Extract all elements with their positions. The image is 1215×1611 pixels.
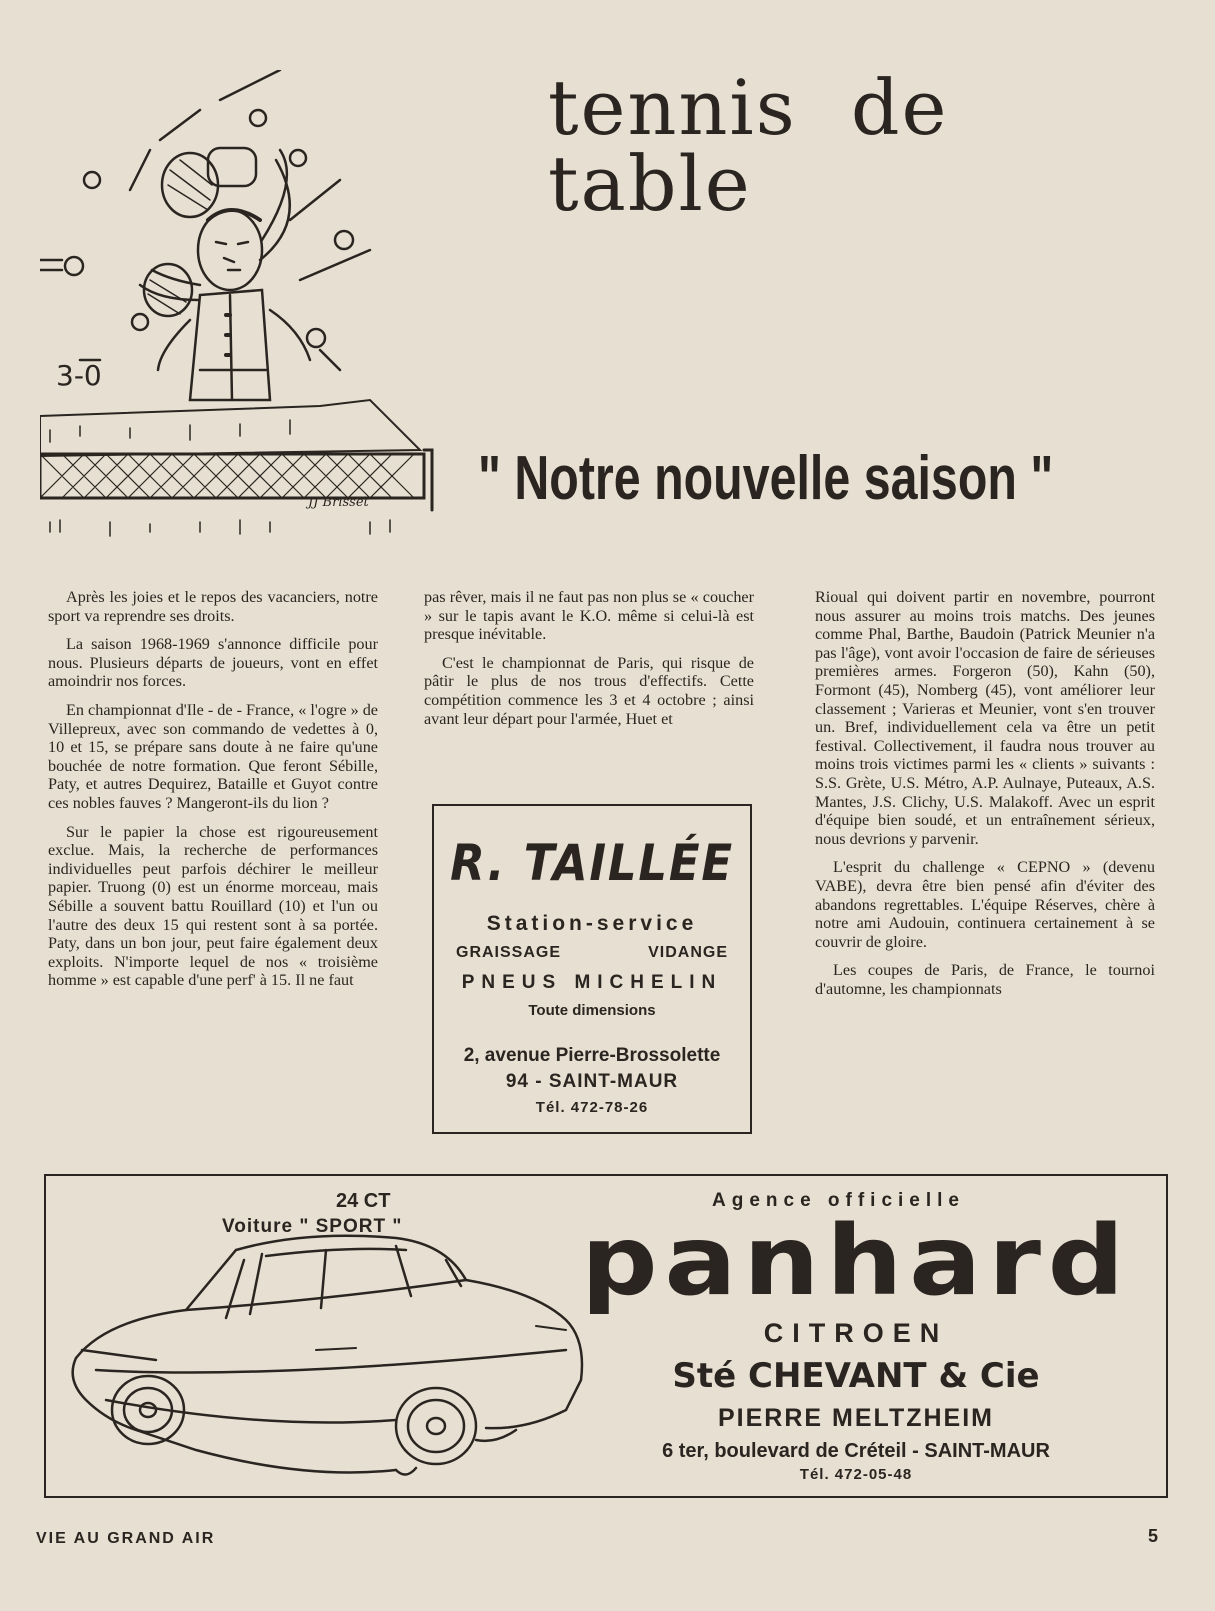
panhard-advertisement xyxy=(44,1174,1168,1498)
taillee-address: 2, avenue Pierre-Brossolette xyxy=(463,1045,721,1066)
taillee-city: 94 - SAINT-MAUR xyxy=(505,1071,679,1092)
citroen-label: CITROEN xyxy=(763,1318,949,1348)
paragraph: Après les joies et le repos des vacanciers, notre sport va reprendre ses droits. xyxy=(48,588,378,625)
company-name: Sté CHEVANT & Cie xyxy=(672,1356,1040,1396)
car-illustration xyxy=(66,1230,586,1492)
car-model: 24 CT xyxy=(336,1190,391,1212)
paragraph: Sur le papier la chose est rigoureusement exclue. Mais, la recherche de performances individuelles peut parfois déchirer le meilleur papier. Truong (0) est un énorme morceau, mais Sébille a souvent battu Rouillard (10) et l'un ou l'autre des deux 15 qui restent sont à sa portée. Paty, dans un bon jour, peut faire également deux exploits. N'importe lequel de nos « troisième homme » est capable d'une perf' à 15. Il ne faut xyxy=(48,822,378,990)
panhard-address: 6 ter, boulevard de Créteil - SAINT-MAUR xyxy=(662,1440,1050,1462)
taillee-phone: Tél. 472-78-26 xyxy=(535,1099,649,1116)
paragraph: pas rêver, mais il ne faut pas non plus se « coucher » sur le tapis avant le K.O. même si celui-là est presque inévitable. xyxy=(424,588,754,644)
paragraph: Les coupes de Paris, de France, le tournoi d'automne, les championnats xyxy=(815,961,1155,998)
paragraph: La saison 1968-1969 s'annonce difficile pour nous. Plusieurs départs de joueurs, vont en effet amoindrir nos forces. xyxy=(48,635,378,691)
paragraph: L'esprit du challenge « CEPNO » (devenu VABE), devra être bien pensé afin d'éviter des abandons regrettables. L'équipe Réserves, chère à notre ami Audouin, continuera certainement à se couvrir de gloire. xyxy=(815,858,1155,951)
section-title: tennis de table xyxy=(548,63,949,228)
taillee-brand: R. TAILLÉE xyxy=(450,834,734,892)
greasing-label: GRAISSAGE xyxy=(456,944,562,961)
dimensions-label: Toute dimensions xyxy=(528,1002,656,1019)
tires-label: PNEUS MICHELIN xyxy=(461,972,723,993)
station-service-label: Station-service xyxy=(486,912,698,935)
article-column-1 xyxy=(48,588,378,1000)
paragraph: C'est le championnat de Paris, qui risque de pâtir le plus de nos trous d'effectifs. Cette compétition commence les 3 et 4 octobre ; ainsi avant leur départ pour l'armée, Huet et xyxy=(424,653,754,728)
oil-change-label: VIDANGE xyxy=(648,944,728,961)
svg-text:JJ Brisset: JJ Brisset xyxy=(308,495,369,510)
services-row xyxy=(434,944,750,962)
panhard-phone: Tél. 472-05-48 xyxy=(799,1466,913,1483)
page-number: 5 xyxy=(1148,1526,1159,1546)
paragraph: En championnat d'Ile - de - France, « l'ogre » de Villepreux, avec son commando de vedettes à 0, 10 et 15, se prépare sans doute à ne faire qu'une bouchée de notre formation. Que feront Sébille, Paty, et autres Dequirez, Bataille et Guyot contre ces nobles fauves ? Mangeront-ils du lion ? xyxy=(48,700,378,812)
taillee-advertisement xyxy=(432,804,752,1134)
contact-person: PIERRE MELTZHEIM xyxy=(718,1404,994,1432)
agency-label: Agence officielle xyxy=(712,1190,965,1211)
publication-name: VIE AU GRAND AIR xyxy=(36,1530,216,1547)
svg-text:panhard: panhard xyxy=(581,1210,1131,1317)
article-column-2 xyxy=(424,588,754,738)
table-tennis-illustration xyxy=(40,70,450,550)
article-headline: " Notre nouvelle saison " xyxy=(478,444,1054,513)
panhard-logo xyxy=(566,1210,1146,1320)
article-column-3 xyxy=(815,588,1155,1008)
svg-text:3-0: 3-0 xyxy=(56,359,102,392)
car-type: Voiture " SPORT " xyxy=(222,1216,403,1237)
paragraph: Rioual qui doivent partir en novembre, pourront nous assurer au moins trois matchs. Des jeunes comme Phal, Barthe, Baudoin (Patrick Meunier n'a pas l'âge), vont avoir l'occasion de faire de sérieuses premières armes. Forgeron (50), Kahn (50), Formont (45), Nomberg (45), vont améliorer leur classement ; Varieras et Meunier, vont s'en trouver un. Bref, individuellement cela va être un petit festival. Collectivement, il faudra nous trouver au moins trois victimes parmi les « clients » suivants : S.S. Grète, U.S. Métro, A.P. Aulnaye, Puteaux, A.S. Mantes, J.S. Clichy, U.S. Malakoff. Avec un esprit d'équipe bien soudé, et un entraînement sérieux, nous devrions y parvenir. xyxy=(815,588,1155,848)
